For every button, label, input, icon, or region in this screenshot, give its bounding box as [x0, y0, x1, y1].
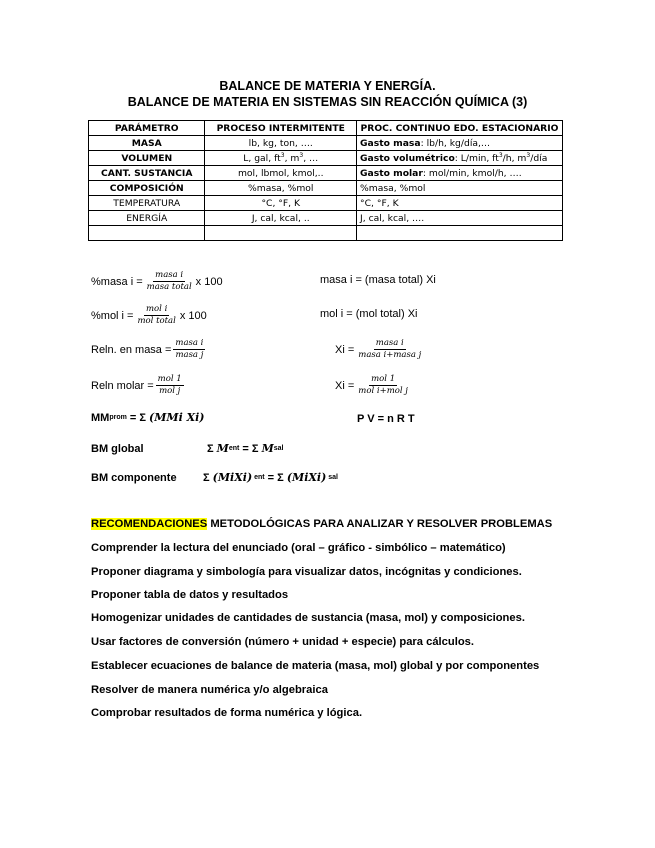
heading-highlight: RECOMENDACIONES [91, 518, 208, 530]
continuo-label: Gasto volumétrico [360, 152, 455, 164]
param-cell: MASA [89, 136, 205, 151]
superscript: 3 [280, 151, 285, 159]
list-item: Homogenizar unidades de cantidades de sustancia (masa, mol) y composiciones. [91, 612, 525, 624]
parameters-table [88, 120, 563, 241]
equals-sigma: = Σ [239, 442, 262, 455]
table-row [89, 211, 563, 226]
formula-label: Reln molar = [91, 379, 154, 392]
formula-xi-masa [335, 338, 425, 361]
continuo-cell [357, 136, 563, 151]
superscript: 3 [299, 151, 304, 159]
intermitente-cell: °C, °F, K [205, 196, 357, 211]
formula-pv: P V = n R T [357, 413, 415, 425]
formula-reln-masa [91, 338, 207, 361]
superscript: 3 [498, 151, 503, 159]
continuo-cell [357, 166, 563, 181]
list-item: Resolver de manera numérica y/o algebraica [91, 684, 328, 696]
bm-componente-label: BM componente [91, 472, 177, 484]
empty-cell [357, 226, 563, 241]
list-item: Comprobar resultados de forma numérica y lógica. [91, 707, 363, 719]
formula-masa-i: masa i = (masa total) Xi [320, 274, 436, 286]
cont-text-b: /h, m [502, 152, 527, 164]
recommendations-heading [91, 518, 552, 530]
continuo-cell: °C, °F, K [357, 196, 563, 211]
list-item: Proponer tabla de datos y resultados [91, 589, 289, 601]
fraction [136, 304, 178, 327]
param-cell: COMPOSICIÓN [89, 181, 205, 196]
table-header-row [89, 121, 563, 136]
empty-cell [205, 226, 357, 241]
formula-masa-pct [91, 270, 223, 293]
denominator: masa j [175, 350, 204, 360]
formula-label: %mol i = [91, 309, 134, 322]
cont-text-a: : L/min, ft [454, 152, 499, 164]
subscript: sal [273, 445, 284, 452]
subscript: sal [326, 474, 338, 481]
denominator: mol i+mol j [358, 386, 408, 396]
intermitente-cell: mol, lbmol, kmol,.. [205, 166, 357, 181]
fraction [156, 374, 184, 397]
numerator: mol 1 [371, 374, 396, 384]
header-proceso-continuo: PROC. CONTINUO EDO. ESTACIONARIO [357, 121, 563, 136]
table-row-empty [89, 226, 563, 241]
inter-text-a: L, gal, ft [243, 152, 281, 164]
list-item: Comprender la lectura del enunciado (oral – gráfico - simbólico – matemático) [91, 542, 506, 554]
intermitente-cell: J, cal, kcal, .. [205, 211, 357, 226]
numerator: masa i [375, 338, 404, 348]
formula-reln-molar [91, 374, 186, 397]
table-row [89, 151, 563, 166]
formula-label: Xi = [335, 343, 355, 356]
list-item: Establecer ecuaciones de balance de materia (masa, mol) global y por componentes [91, 660, 540, 672]
param-cell: VOLUMEN [89, 151, 205, 166]
continuo-value: : mol/min, kmol/h, …. [422, 167, 522, 179]
cont-text-c: /día [530, 152, 548, 164]
header-parametro: PARÁMETRO [89, 121, 205, 136]
formula-mol-pct [91, 304, 207, 327]
sigma: Σ [203, 471, 213, 484]
sigma: Σ [207, 442, 217, 455]
numerator: masa i [175, 338, 204, 348]
formula-expr: (MiXi) [286, 471, 327, 484]
subscript: ent [252, 474, 265, 481]
formula-expr: (MMi Xi) [149, 411, 205, 424]
formula-label: MM [91, 411, 110, 424]
continuo-cell: J, cal, kcal, …. [357, 211, 563, 226]
list-item: Proponer diagrama y simbología para visualizar datos, incógnitas y condiciones. [91, 566, 522, 578]
formula-mol-i: mol i = (mol total) Xi [320, 308, 418, 320]
subscript: ent [228, 445, 240, 452]
table-row [89, 136, 563, 151]
fraction [356, 338, 423, 361]
fraction [173, 338, 205, 361]
fraction [145, 270, 194, 293]
empty-cell [89, 226, 205, 241]
intermitente-cell: lb, kg, ton, …. [205, 136, 357, 151]
formula-tail: x 100 [195, 275, 223, 288]
continuo-cell: %masa, %mol [357, 181, 563, 196]
formula-xi-mol [335, 374, 412, 397]
denominator: masa total [146, 282, 192, 292]
param-cell: TEMPERATURA [89, 196, 205, 211]
formula-label: Reln. en masa = [91, 343, 172, 356]
bm-global-label: BM global [91, 443, 144, 455]
fraction [356, 374, 410, 397]
numerator: mol i [146, 304, 168, 314]
table-row [89, 166, 563, 181]
formula-bm-componente [203, 471, 338, 484]
intermitente-cell [205, 151, 357, 166]
formula-expr: M [216, 442, 229, 455]
equals-sigma: = Σ [126, 411, 150, 424]
numerator: mol 1 [157, 374, 182, 384]
param-cell: ENERGÍA [89, 211, 205, 226]
table-row [89, 181, 563, 196]
table-row [89, 196, 563, 211]
heading-rest: METODOLÓGICAS PARA ANALIZAR Y RESOLVER PROBLEMAS [207, 518, 553, 530]
formula-tail: x 100 [179, 309, 207, 322]
formula-mm-prom [91, 411, 205, 424]
continuo-cell [357, 151, 563, 166]
continuo-label: Gasto masa [360, 137, 421, 149]
numerator: masa i [155, 270, 184, 280]
title-line-2: BALANCE DE MATERIA EN SISTEMAS SIN REACCIÓN QUÍMICA (3) [127, 95, 528, 109]
param-cell: CANT. SUSTANCIA [89, 166, 205, 181]
inter-text-c: , … [303, 152, 319, 164]
equals-sigma: = Σ [264, 471, 287, 484]
formula-expr: M [261, 442, 274, 455]
denominator: masa i+masa j [358, 350, 422, 360]
list-item: Usar factores de conversión (número + unidad + especie) para cálculos. [91, 636, 474, 648]
continuo-label: Gasto molar [360, 167, 423, 179]
denominator: mol j [159, 386, 181, 396]
formula-expr: (MiXi) [212, 471, 253, 484]
title-line-1: BALANCE DE MATERIA Y ENERGÍA. [219, 79, 436, 93]
superscript: 3 [526, 151, 531, 159]
inter-text-b: , m [284, 152, 300, 164]
denominator: mol total [137, 316, 176, 326]
formula-label: Xi = [335, 379, 355, 392]
formula-label: %masa i = [91, 275, 143, 288]
subscript: prom [109, 414, 127, 421]
header-proceso-intermitente: PROCESO INTERMITENTE [205, 121, 357, 136]
continuo-value: : lb/h, kg/día,… [420, 137, 491, 149]
intermitente-cell: %masa, %mol [205, 181, 357, 196]
formula-bm-global [207, 442, 283, 455]
